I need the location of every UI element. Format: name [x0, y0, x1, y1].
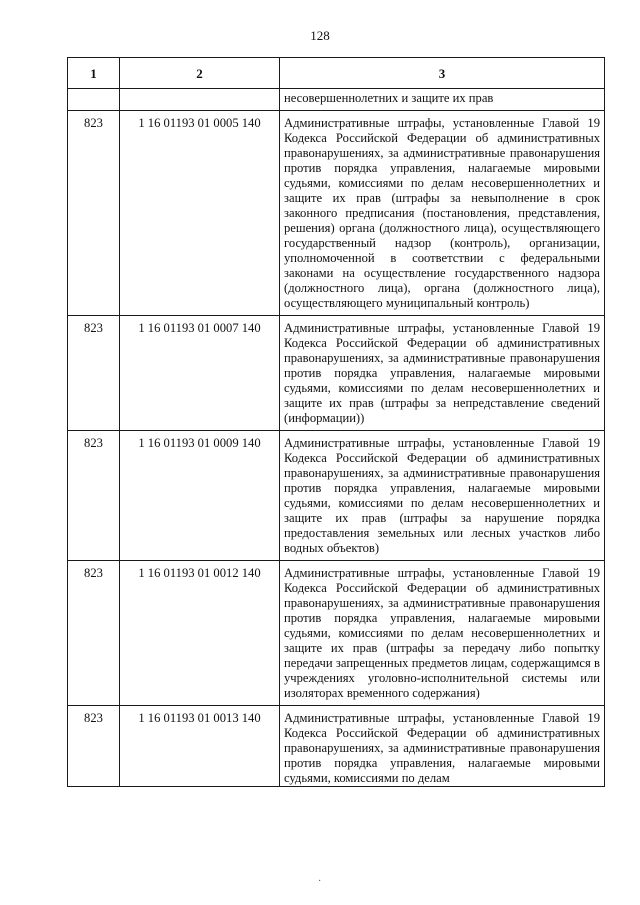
table-row — [68, 561, 605, 706]
column-header-2: 2 — [120, 58, 280, 89]
description-cell: Административные штрафы, установленные Главой 19 Кодекса Российской Федерации об административных правонарушениях, за административные правонарушения против порядка управления, налагаемые мировыми судьями, комиссиями по делам несовершеннолетних и защите их прав (штрафы за передачу либо попытку передачи запрещенных предметов лицам, содержащимся в учреждениях уголовно-исполнительной системы или изоляторах временного содержания) — [280, 561, 605, 706]
admin-code-cell: 823 — [68, 316, 120, 431]
description-cell: Административные штрафы, установленные Главой 19 Кодекса Российской Федерации об административных правонарушениях, за административные правонарушения против порядка управления, налагаемые мировыми судьями, комиссиями по делам несовершеннолетних и защите их прав (штрафы за невыполнение в срок законного предписания (постановления, представления, решения) органа (должностного лица), осуществляющего государственный надзор (контроль), организации, уполномоченной в соответствии с федеральными законами на осуществление государственного надзора (должностного лица), органа (должностного лица), осуществляющего муниципальный контроль) — [280, 111, 605, 316]
table-row — [68, 316, 605, 431]
kbk-code-cell: 1 16 01193 01 0009 140 — [120, 431, 280, 561]
kbk-code-cell — [120, 89, 280, 111]
kbk-code-cell: 1 16 01193 01 0012 140 — [120, 561, 280, 706]
description-cell: несовершеннолетних и защите их прав — [280, 89, 605, 111]
page-number: 128 — [310, 28, 330, 43]
scan-speck: · — [318, 876, 322, 887]
kbk-code-cell: 1 16 01193 01 0005 140 — [120, 111, 280, 316]
table-row-continuation — [68, 89, 605, 111]
column-header-1: 1 — [68, 58, 120, 89]
description-cell: Административные штрафы, установленные Главой 19 Кодекса Российской Федерации об административных правонарушениях, за административные правонарушения против порядка управления, налагаемые мировыми судьями, комиссиями по делам — [280, 706, 605, 787]
table-header-row — [68, 58, 605, 89]
budget-classification-table — [67, 57, 605, 787]
admin-code-cell: 823 — [68, 561, 120, 706]
column-header-3: 3 — [280, 58, 605, 89]
admin-code-cell: 823 — [68, 706, 120, 787]
kbk-code-cell: 1 16 01193 01 0007 140 — [120, 316, 280, 431]
kbk-code-cell: 1 16 01193 01 0013 140 — [120, 706, 280, 787]
table-row — [68, 111, 605, 316]
admin-code-cell: 823 — [68, 111, 120, 316]
description-cell: Административные штрафы, установленные Главой 19 Кодекса Российской Федерации об административных правонарушениях, за административные правонарушения против порядка управления, налагаемые мировыми судьями, комиссиями по делам несовершеннолетних и защите их прав (штрафы за нарушение порядка предоставления земельных или лесных участков либо водных объектов) — [280, 431, 605, 561]
description-cell: Административные штрафы, установленные Главой 19 Кодекса Российской Федерации об административных правонарушениях, за административные правонарушения против порядка управления, налагаемые мировыми судьями, комиссиями по делам несовершеннолетних и защите их прав (штрафы за непредставление сведений (информации)) — [280, 316, 605, 431]
table-row — [68, 431, 605, 561]
admin-code-cell — [68, 89, 120, 111]
admin-code-cell: 823 — [68, 431, 120, 561]
table-row — [68, 706, 605, 787]
